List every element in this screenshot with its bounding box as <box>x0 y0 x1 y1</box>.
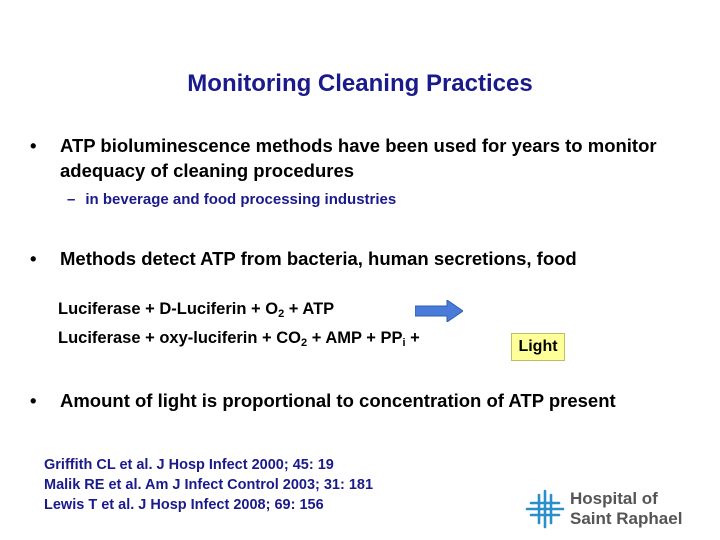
reference-item: Malik RE et al. Am J Infect Control 2003; 31: 181 <box>44 477 374 493</box>
bullet-atp-methods <box>30 133 700 183</box>
bullet-text: ATP bioluminescence methods have been used for years to monitor adequacy of cleaning procedures <box>60 135 657 181</box>
hospital-name <box>570 489 682 529</box>
equation-line-1 <box>58 300 334 320</box>
hospital-name-line1: Hospital of <box>570 489 658 508</box>
subscript: 2 <box>301 337 308 349</box>
equation-text: + AMP + PP <box>307 329 403 347</box>
hospital-cross-icon <box>525 489 565 529</box>
hospital-name-line2: Saint Raphael <box>570 509 683 528</box>
hospital-logo <box>525 487 715 532</box>
equation-text: + <box>405 329 420 347</box>
sub-bullet-marker: – <box>67 191 76 208</box>
reference-item: Lewis T et al. J Hosp Infect 2008; 69: 156 <box>44 497 324 513</box>
sub-bullet-industries <box>67 191 396 208</box>
slide-title: Monitoring Cleaning Practices <box>187 70 533 97</box>
bullet-marker: • <box>30 248 37 269</box>
equation-text: Luciferase + oxy-luciferin + CO <box>58 329 302 347</box>
equation-line-2 <box>58 329 420 349</box>
bullet-methods-detect <box>30 246 700 271</box>
bullet-text: Amount of light is proportional to concentration of ATP present <box>60 390 616 411</box>
reaction-arrow-icon <box>415 300 463 322</box>
bullet-text: Methods detect ATP from bacteria, human secretions, food <box>60 248 577 269</box>
bullet-marker: • <box>30 135 37 156</box>
equation-text: + ATP <box>284 300 335 318</box>
references <box>44 455 373 515</box>
light-label-box: Light <box>511 333 565 361</box>
reference-item: Griffith CL et al. J Hosp Infect 2000; 45: 19 <box>44 457 334 473</box>
subscript: 2 <box>278 308 285 320</box>
equation-text: Luciferase + D-Luciferin + O <box>58 300 279 318</box>
sub-bullet-text: in beverage and food processing industries <box>85 191 397 208</box>
bullet-marker: • <box>30 390 37 411</box>
subscript: i <box>402 337 406 349</box>
bullet-amount-light <box>30 388 700 413</box>
